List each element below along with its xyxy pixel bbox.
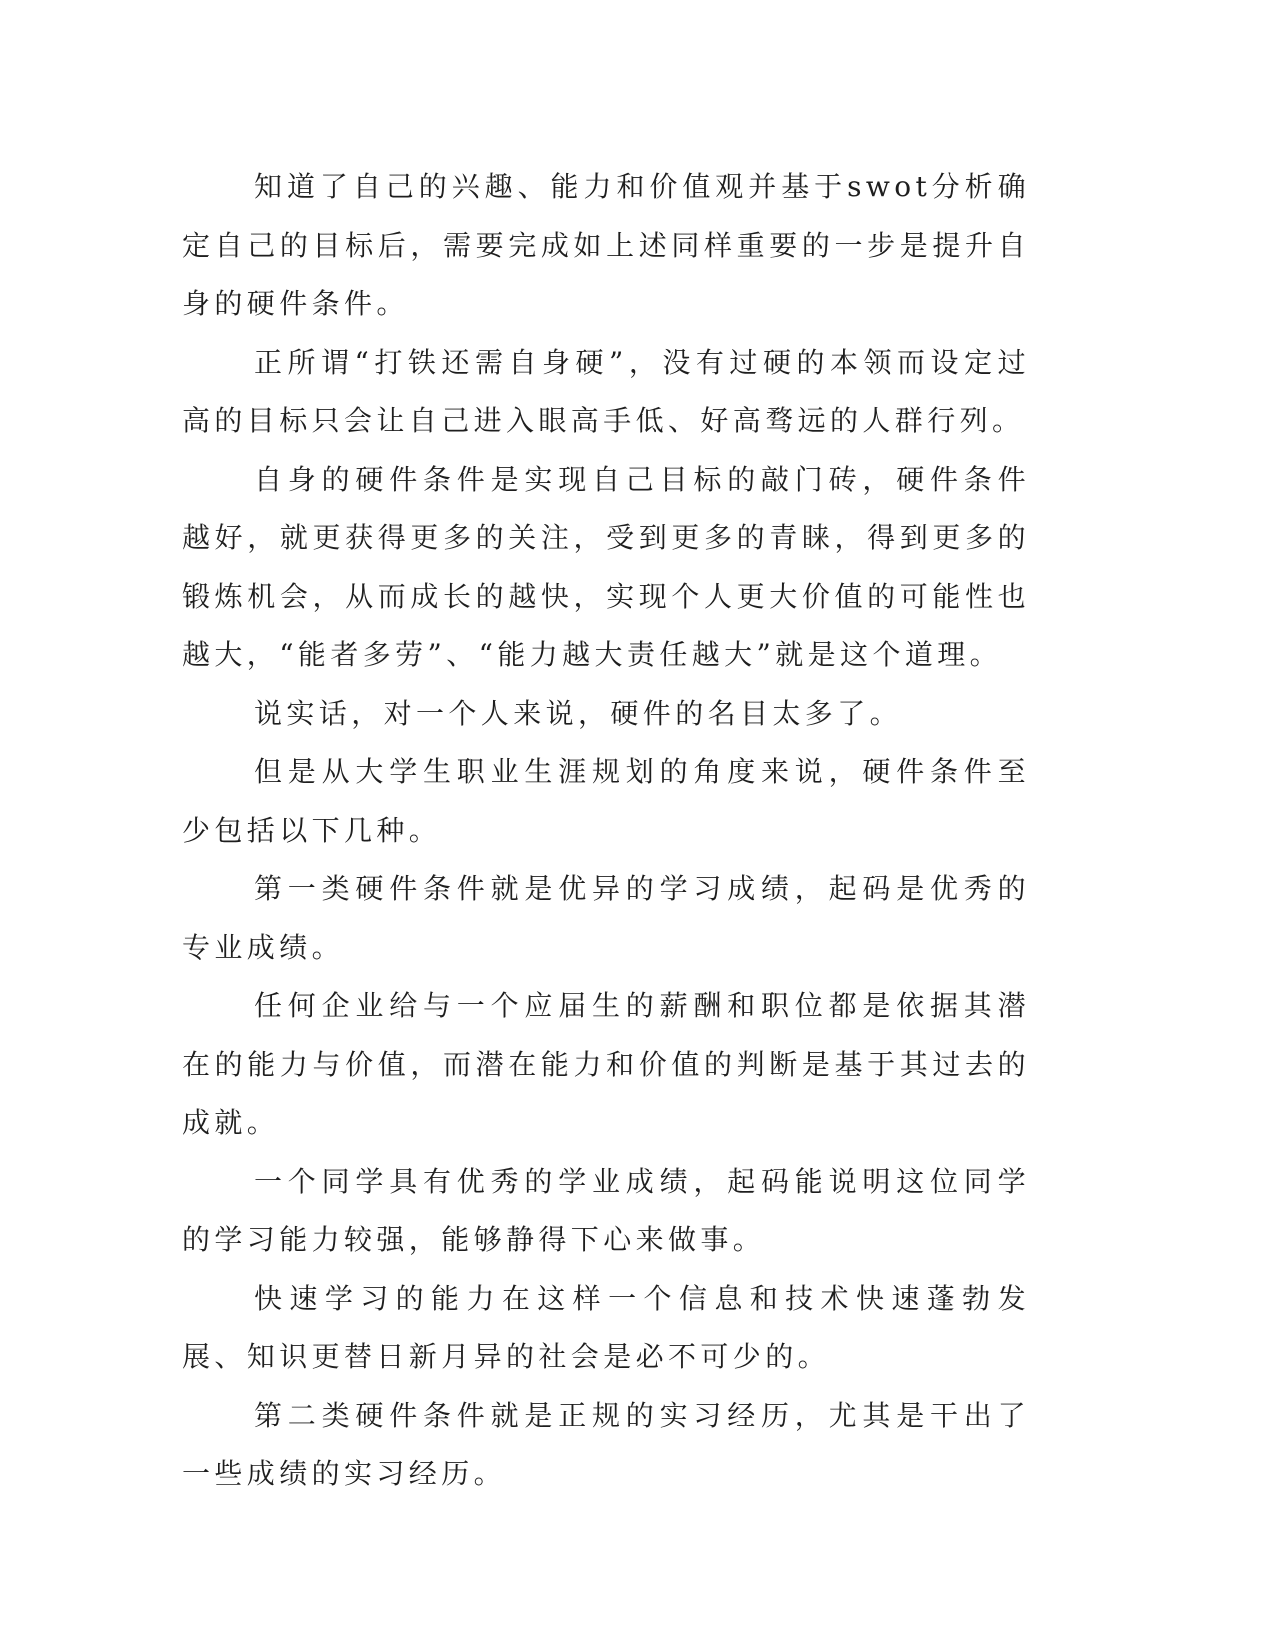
document-body <box>182 158 1030 1504</box>
paragraph: 任何企业给与一个应届生的薪酬和职位都是依据其潜在的能力与价值，而潜在能力和价值的判断是基于其过去的成就。 <box>182 989 1030 1139</box>
paragraph: 一个同学具有优秀的学业成绩，起码能说明这位同学的学习能力较强，能够静得下心来做事。 <box>182 1164 1030 1256</box>
paragraph: 第一类硬件条件就是优异的学习成绩，起码是优秀的专业成绩。 <box>182 872 1030 964</box>
paragraph: 第二类硬件条件就是正规的实习经历，尤其是干出了一些成绩的实习经历。 <box>182 1398 1030 1490</box>
paragraph: 说实话，对一个人来说，硬件的名目太多了。 <box>254 696 903 730</box>
paragraph: 正所谓“打铁还需自身硬”，没有过硬的本领而设定过高的目标只会让自己进入眼高手低、好高骛远的人群行列。 <box>182 345 1030 437</box>
paragraph: 知道了自己的兴趣、能力和价值观并基于swot分析确定自己的目标后，需要完成如上述同样重要的一步是提升自身的硬件条件。 <box>182 170 1030 320</box>
paragraph: 但是从大学生职业生涯规划的角度来说，硬件条件至少包括以下几种。 <box>182 755 1030 847</box>
paragraph: 自身的硬件条件是实现自己目标的敲门砖，硬件条件越好，就更获得更多的关注，受到更多的青睐，得到更多的锻炼机会，从而成长的越快，实现个人更大价值的可能性也越大，“能者多劳”、“能力越大责任越大”就是这个道理。 <box>182 462 1030 671</box>
paragraph: 快速学习的能力在这样一个信息和技术快速蓬勃发展、知识更替日新月异的社会是必不可少的。 <box>182 1281 1030 1373</box>
